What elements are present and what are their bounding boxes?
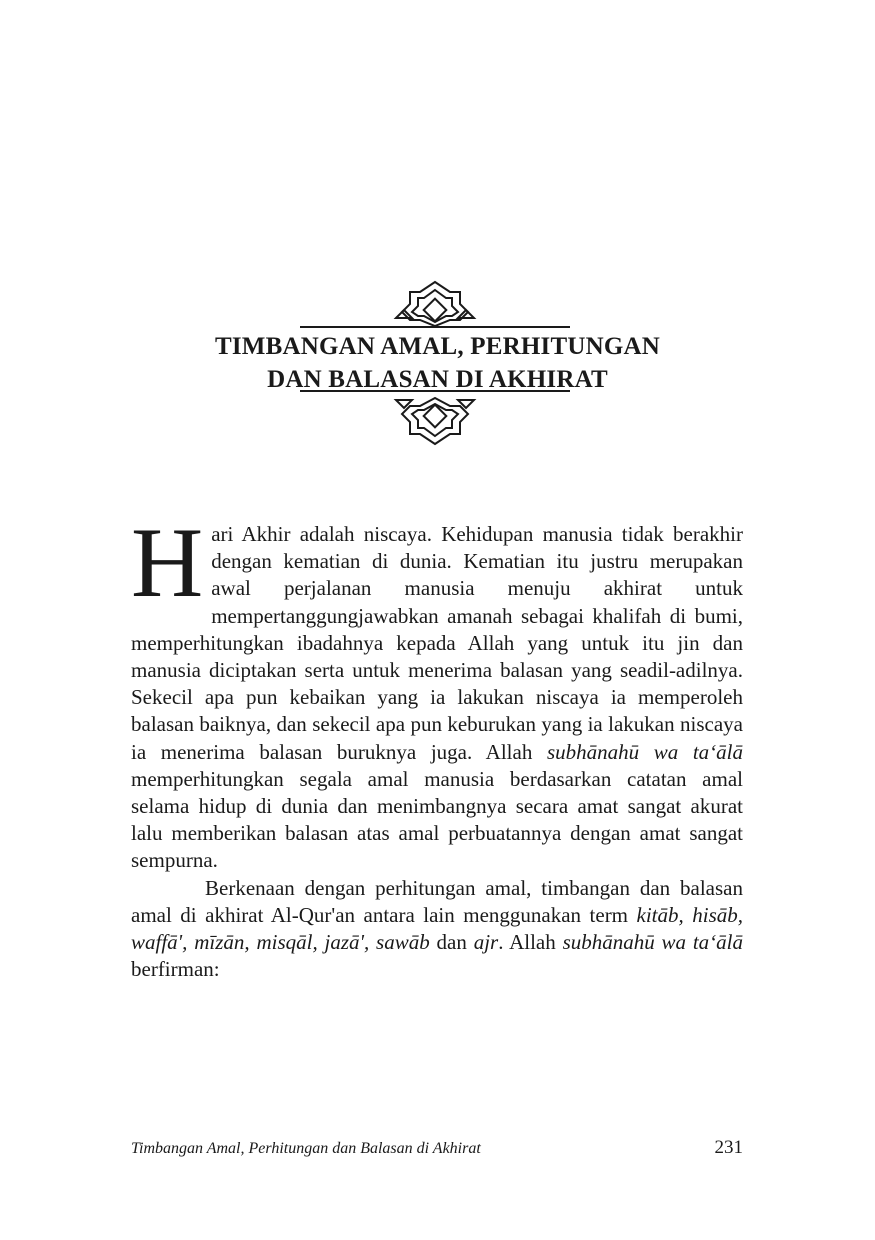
top-ornament-icon xyxy=(300,278,570,330)
chapter-title xyxy=(120,330,755,396)
running-footer-title: Timbangan Amal, Perhitungan dan Balasan di Akhirat xyxy=(131,1140,481,1157)
paragraph-1-text-continued: memperhitungkan segala amal manusia berdasarkan catatan amal selama hidup di dunia dan menimbangnya secara amat sangat akurat lalu memberikan balasan atas amal perbuatannya dengan amat sangat sempurna. xyxy=(131,766,743,873)
paragraph-2-term-last: ajr xyxy=(473,930,499,955)
paragraph-2 xyxy=(131,875,743,984)
page-number: 231 xyxy=(714,1137,743,1158)
paragraph-2-conjunction: dan xyxy=(429,930,474,955)
paragraph-2-honorific: subhānahū wa ta‘ālā xyxy=(562,930,744,955)
bottom-ornament-icon xyxy=(300,388,570,448)
body-text xyxy=(131,507,744,983)
drop-cap: H xyxy=(131,507,204,618)
paragraph-1-honorific: subhānahū wa ta‘ālā xyxy=(546,739,743,764)
paragraph-1-text: ari Akhir adalah niscaya. Kehidupan manusia tidak berakhir dengan kematian di dunia. Kematian itu justru merupakan awal perjalanan manusia menuju akhirat untuk mempertanggungjawabkan amanah sebagai khalifah di bumi, memperhitungkan ibadahnya kepada Allah yang untuk itu jin dan manusia diciptakan serta untuk menerima balasan yang seadil-adilnya. Sekecil apa pun kebaikan yang ia lakukan niscaya ia memperoleh balasan baiknya, dan sekecil apa pun keburukan yang ia lakukan niscaya ia menerima balasan buruknya juga. Allah xyxy=(131,522,743,764)
paragraph-2-text: Berkenaan dengan perhitungan amal, timbangan dan balasan amal di akhirat Al-Qur'an antara lain menggunakan term xyxy=(131,875,743,927)
paragraph-2-end: berfirman: xyxy=(131,957,220,982)
chapter-title-line-2: DAN BALASAN DI AKHIRAT xyxy=(267,366,608,393)
paragraph-2-after: . Allah xyxy=(498,930,563,955)
paragraph-1 xyxy=(131,507,743,875)
chapter-title-line-1: TIMBANGAN AMAL, PERHITUNGAN xyxy=(215,333,660,360)
paragraph-2-terms: kitāb, hisāb, waffā', mīzān, misqāl, jazā', sawāb xyxy=(131,902,744,955)
